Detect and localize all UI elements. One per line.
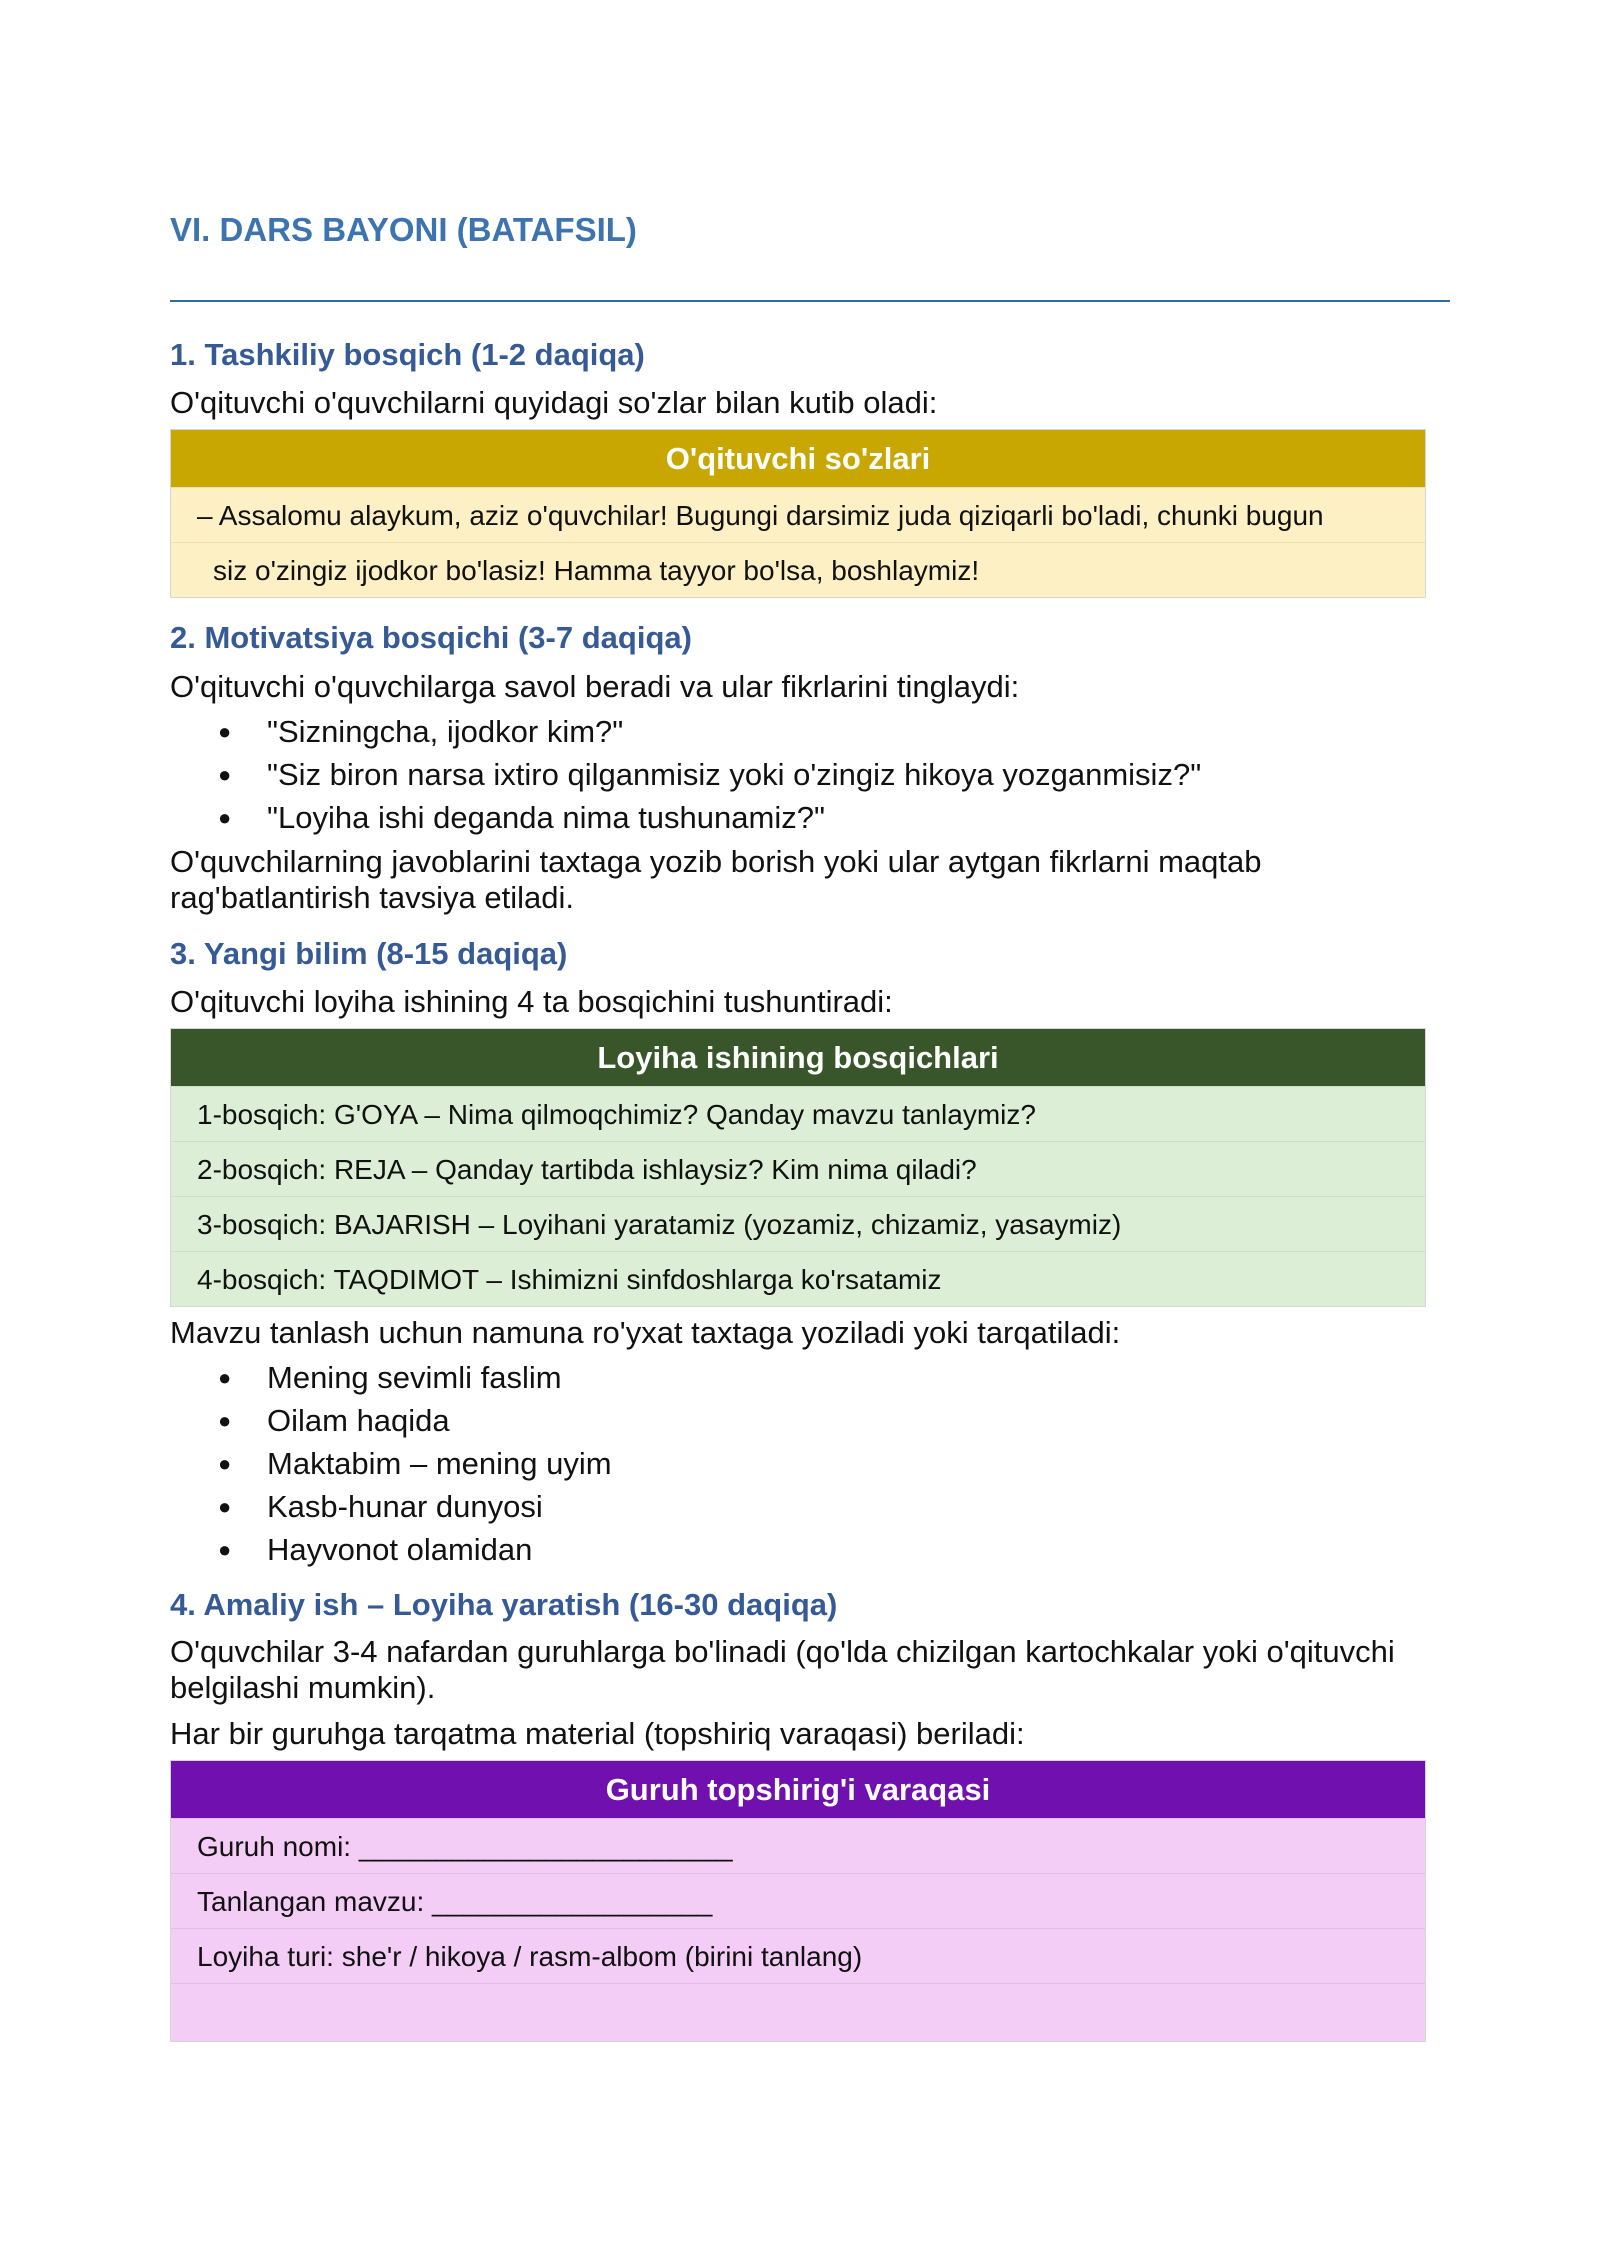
title-divider (170, 300, 1450, 302)
group-task-sheet-box (170, 1760, 1426, 2042)
stage2-note-line: rag'batlantirish tavsiya etiladi. (170, 880, 574, 915)
stage2-heading: 2. Motivatsiya bosqichi (3-7 daqiqa) (170, 620, 692, 655)
stage4-heading: 4. Amaliy ish – Loyiha yaratish (16-30 daqiqa) (170, 1587, 838, 1622)
project-stage-row: 3-bosqich: BAJARISH – Loyihani yaratamiz (yozamiz, chizamiz, yasaymiz) (171, 1196, 1425, 1251)
section-title: VI. DARS BAYONI (BATAFSIL) (170, 211, 637, 248)
list-item: ● "Loyiha ishi deganda nima tushunamiz?" (170, 796, 1450, 839)
list-item: ● Oilam haqida (170, 1399, 1450, 1442)
list-item: ● Mening sevimli faslim (170, 1356, 1450, 1399)
stage2-note (170, 844, 1450, 916)
stage1-heading: 1. Tashkiliy bosqich (1-2 daqiqa) (170, 337, 645, 372)
motivation-questions-list (170, 710, 1450, 839)
stage2-intro: O'qituvchi o'quvchilarga savol beradi va ular fikrlarini tinglaydi: (170, 669, 1020, 704)
stage2-note-line: O'quvchilarning javoblarini taxtaga yozib borish yoki ular aytgan fikrlarni maqtab (170, 844, 1262, 879)
list-item: ● Hayvonot olamidan (170, 1528, 1450, 1571)
stage3-heading: 3. Yangi bilim (8-15 daqiqa) (170, 936, 568, 971)
stage4-intro (170, 1634, 1450, 1706)
stage4-intro-line: belgilashi mumkin). (170, 1670, 436, 1705)
project-stages-header: Loyiha ishining bosqichlari (171, 1029, 1425, 1086)
teacher-words-line: siz o'zingiz ijodkor bo'lasiz! Hamma tayyor bo'lsa, boshlaymiz! (171, 542, 1425, 597)
project-stage-row: 2-bosqich: REJA – Qanday tartibda ishlaysiz? Kim nima qiladi? (171, 1141, 1425, 1196)
topics-intro: Mavzu tanlash uchun namuna ro'yxat taxtaga yoziladi yoki tarqatiladi: (170, 1315, 1121, 1350)
teacher-words-line: – Assalomu alaykum, aziz o'quvchilar! Bugungi darsimiz juda qiziqarli bo'ladi, chunki bugun (171, 487, 1425, 542)
project-type-field: Loyiha turi: she'r / hikoya / rasm-albom (birini tanlang) (171, 1928, 1425, 1983)
empty-row (171, 1983, 1425, 2041)
project-stage-row: 4-bosqich: TAQDIMOT – Ishimizni sinfdoshlarga ko'rsatamiz (171, 1251, 1425, 1306)
page-content (170, 210, 1450, 2042)
group-task-sheet-header: Guruh topshirig'i varaqasi (171, 1761, 1425, 1818)
list-item: ● Maktabim – mening uyim (170, 1442, 1450, 1485)
stage4-intro-line: O'quvchilar 3-4 nafardan guruhlarga bo'linadi (qo'lda chizilgan kartochkalar yoki o'qituvchi (170, 1634, 1395, 1669)
group-name-field: Guruh nomi: ________________________ (171, 1818, 1425, 1873)
stage3-intro: O'qituvchi loyiha ishining 4 ta bosqichini tushuntiradi: (170, 984, 893, 1019)
stage1-intro: O'qituvchi o'quvchilarni quyidagi so'zlar bilan kutib oladi: (170, 385, 938, 420)
chosen-topic-field: Tanlangan mavzu: __________________ (171, 1873, 1425, 1928)
list-item: ● "Siz biron narsa ixtiro qilganmisiz yoki o'zingiz hikoya yozganmisiz?" (170, 753, 1450, 796)
list-item: ● Kasb-hunar dunyosi (170, 1485, 1450, 1528)
project-stages-box (170, 1028, 1426, 1307)
topics-list (170, 1356, 1450, 1571)
list-item: ● "Sizningcha, ijodkor kim?" (170, 710, 1450, 753)
handout-intro: Har bir guruhga tarqatma material (topshiriq varaqasi) beriladi: (170, 1716, 1025, 1751)
project-stage-row: 1-bosqich: G'OYA – Nima qilmoqchimiz? Qanday mavzu tanlaymiz? (171, 1086, 1425, 1141)
teacher-words-box (170, 429, 1426, 598)
teacher-words-header: O'qituvchi so'zlari (171, 430, 1425, 487)
